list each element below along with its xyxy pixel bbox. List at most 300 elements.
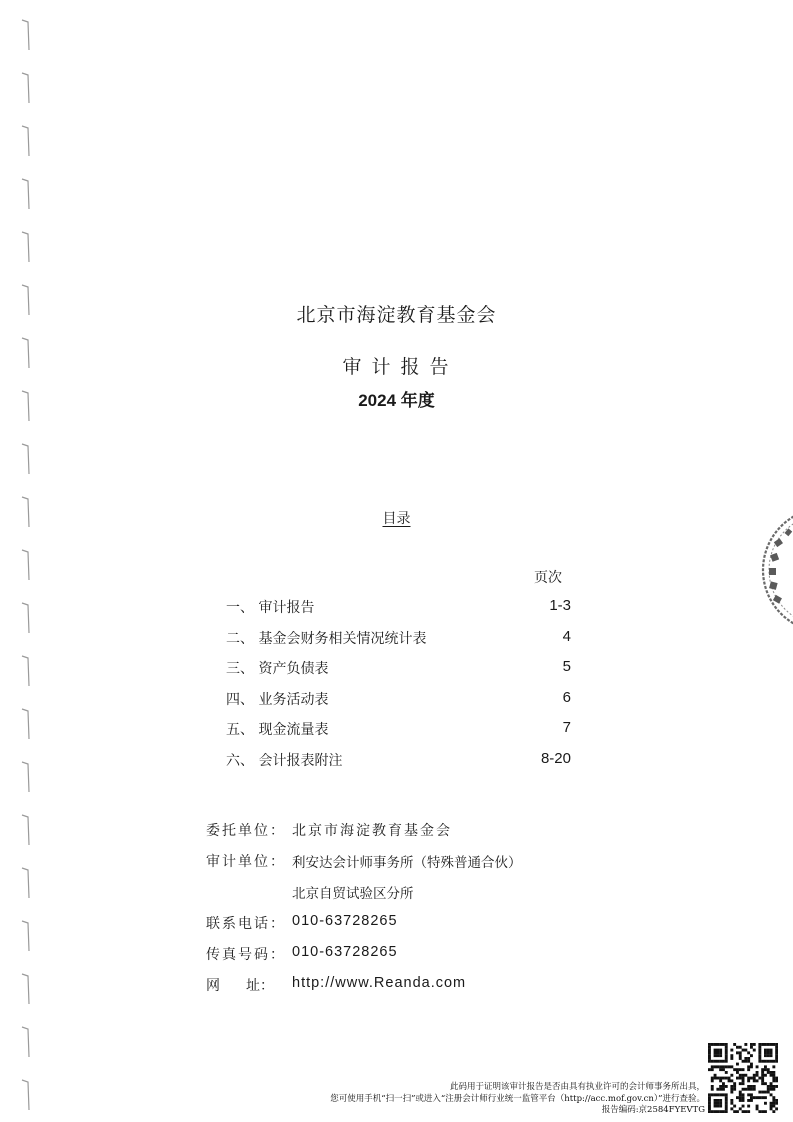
qr-module [756, 1071, 759, 1074]
qr-module [714, 1049, 717, 1052]
qr-module [764, 1065, 767, 1068]
qr-module [742, 1105, 745, 1108]
qr-module [770, 1082, 773, 1085]
qr-module [756, 1079, 759, 1082]
qr-module [733, 1110, 736, 1113]
info-row-website [206, 975, 606, 1006]
qr-module [772, 1099, 775, 1102]
toc-item-label: 三、 资产负债表 [226, 661, 329, 677]
qr-module [772, 1043, 775, 1046]
qr-module [775, 1079, 778, 1082]
qr-module [750, 1054, 753, 1057]
qr-module [764, 1054, 767, 1057]
qr-module [758, 1110, 761, 1113]
qr-module [736, 1068, 739, 1071]
qr-module [772, 1105, 775, 1108]
qr-module [761, 1068, 764, 1071]
qr-module [716, 1110, 719, 1113]
qr-module [767, 1051, 770, 1054]
qr-module [725, 1105, 728, 1108]
qr-module [708, 1093, 711, 1096]
qr-module [725, 1051, 728, 1054]
toc-item-page: 5 [562, 658, 571, 675]
qr-module [708, 1102, 711, 1105]
qr-module [716, 1054, 719, 1057]
qr-module [716, 1088, 719, 1091]
qr-module [747, 1088, 750, 1091]
qr-module [714, 1102, 717, 1105]
binding-mark [22, 1080, 29, 1110]
client-label: 委托单位： [206, 823, 286, 839]
seal-stamp [755, 500, 793, 640]
qr-module [708, 1099, 711, 1102]
qr-module [736, 1110, 739, 1113]
qr-module [714, 1054, 717, 1057]
qr-module [770, 1071, 773, 1074]
contact-info-block [206, 820, 606, 1006]
qr-module [725, 1110, 728, 1113]
qr-module [758, 1054, 761, 1057]
qr-module [764, 1043, 767, 1046]
qr-module [711, 1079, 714, 1082]
qr-module [756, 1107, 759, 1110]
qr-module [753, 1074, 756, 1077]
qr-module [725, 1099, 728, 1102]
qr-module [730, 1065, 733, 1068]
qr-module [725, 1102, 728, 1105]
qr-module [747, 1051, 750, 1054]
client-value: 北京市海淀教育基金会 [292, 823, 452, 839]
qr-module [730, 1088, 733, 1091]
qr-module [764, 1102, 767, 1105]
qr-module [714, 1060, 717, 1063]
qr-module [719, 1065, 722, 1068]
table-of-contents [226, 597, 571, 780]
qr-module [747, 1093, 750, 1096]
qr-module [719, 1105, 722, 1108]
qr-module [772, 1085, 775, 1088]
qr-module [722, 1068, 725, 1071]
qr-module [753, 1043, 756, 1046]
qr-module [750, 1043, 753, 1046]
qr-code-icon[interactable] [708, 1043, 778, 1113]
qr-module [739, 1099, 742, 1102]
qr-module [725, 1046, 728, 1049]
qr-module [739, 1107, 742, 1110]
qr-module [742, 1088, 745, 1091]
qr-module [719, 1077, 722, 1080]
qr-module [750, 1093, 753, 1096]
binding-mark [22, 656, 29, 686]
website-label-part: 网 [206, 978, 220, 994]
qr-module [772, 1071, 775, 1074]
qr-module [722, 1088, 725, 1091]
phone-value: 010-63728265 [292, 913, 398, 929]
qr-module [767, 1049, 770, 1052]
qr-module [708, 1051, 711, 1054]
qr-module [711, 1110, 714, 1113]
qr-module [722, 1093, 725, 1096]
qr-module [722, 1060, 725, 1063]
info-row-auditor-branch [206, 882, 606, 913]
toc-item-label: 四、 业务活动表 [226, 691, 329, 708]
binding-mark [22, 974, 29, 1004]
qr-module [750, 1085, 753, 1088]
qr-module [711, 1065, 714, 1068]
binding-mark [22, 126, 29, 156]
qr-module [758, 1091, 761, 1094]
qr-module [750, 1096, 753, 1099]
toc-item-label: 五、 现金流量表 [226, 722, 329, 738]
qr-module [725, 1065, 728, 1068]
qr-module [744, 1049, 747, 1052]
qr-module [753, 1096, 756, 1099]
qr-module [758, 1057, 761, 1060]
qr-module [772, 1065, 775, 1068]
binding-mark [22, 179, 29, 209]
binding-mark [22, 868, 29, 898]
qr-module [714, 1077, 717, 1080]
qr-module [719, 1051, 722, 1054]
qr-module [761, 1110, 764, 1113]
verification-footer-note [230, 1082, 705, 1117]
qr-module [744, 1074, 747, 1077]
qr-module [758, 1051, 761, 1054]
qr-module [761, 1096, 764, 1099]
qr-module [714, 1093, 717, 1096]
binding-mark [22, 444, 29, 474]
qr-module [742, 1060, 745, 1063]
qr-module [739, 1091, 742, 1094]
qr-module [733, 1085, 736, 1088]
qr-module [711, 1085, 714, 1088]
qr-module [761, 1060, 764, 1063]
binding-mark [22, 73, 29, 103]
qr-module [711, 1043, 714, 1046]
qr-module [770, 1043, 773, 1046]
qr-module [764, 1082, 767, 1085]
qr-module [764, 1096, 767, 1099]
toc-heading: 目录 [382, 511, 411, 527]
info-row-phone [206, 913, 606, 944]
qr-module [708, 1060, 711, 1063]
qr-module [719, 1060, 722, 1063]
qr-module [739, 1051, 742, 1054]
qr-module [761, 1077, 764, 1080]
qr-module [739, 1054, 742, 1057]
qr-module [775, 1049, 778, 1052]
qr-module [708, 1110, 711, 1113]
toc-item-page: 4 [562, 627, 571, 645]
qr-module [761, 1074, 764, 1077]
qr-module [761, 1082, 764, 1085]
website-label [206, 975, 274, 995]
qr-module [711, 1077, 714, 1080]
qr-module [756, 1105, 759, 1108]
qr-module [736, 1051, 739, 1054]
qr-module [775, 1060, 778, 1063]
qr-module [725, 1060, 728, 1063]
qr-module [708, 1107, 711, 1110]
qr-module [764, 1060, 767, 1063]
qr-module [722, 1065, 725, 1068]
qr-module [719, 1093, 722, 1096]
qr-module [742, 1074, 745, 1077]
qr-module [753, 1077, 756, 1080]
qr-module [722, 1077, 725, 1080]
qr-module [775, 1043, 778, 1046]
qr-module [770, 1105, 773, 1108]
qr-module [775, 1057, 778, 1060]
qr-module [775, 1051, 778, 1054]
qr-module [725, 1077, 728, 1080]
qr-module [742, 1099, 745, 1102]
qr-module [708, 1096, 711, 1099]
qr-module [747, 1099, 750, 1102]
qr-module [744, 1043, 747, 1046]
qr-module [750, 1088, 753, 1091]
qr-module [764, 1068, 767, 1071]
qr-module [744, 1060, 747, 1063]
website-link[interactable]: http://www.Reanda.com [292, 975, 467, 991]
qr-module [747, 1077, 750, 1080]
qr-module [739, 1077, 742, 1080]
qr-module [747, 1060, 750, 1063]
qr-module [719, 1099, 722, 1102]
qr-module [714, 1043, 717, 1046]
toc-item-label: 一、 审计报告 [226, 600, 315, 616]
qr-module [716, 1102, 719, 1105]
qr-module [725, 1085, 728, 1088]
report-code: 报告编码:京2584FYEVTG [601, 1105, 705, 1115]
qr-module [770, 1074, 773, 1077]
qr-module [742, 1049, 745, 1052]
qr-module [775, 1099, 778, 1102]
toc-row [226, 689, 571, 720]
auditor-value: 利安达会计师事务所（特殊普通合伙） [292, 855, 522, 871]
phone-label: 联系电话： [206, 916, 286, 932]
qr-module [758, 1043, 761, 1046]
qr-module [716, 1065, 719, 1068]
binding-mark [22, 815, 29, 845]
fax-value: 010-63728265 [292, 944, 398, 960]
qr-module [716, 1043, 719, 1046]
qr-module [739, 1096, 742, 1099]
qr-module [719, 1085, 722, 1088]
toc-page-column-header: 页次 [534, 570, 562, 586]
toc-row [226, 750, 571, 781]
qr-module [730, 1102, 733, 1105]
qr-module [758, 1077, 761, 1080]
qr-module [770, 1049, 773, 1052]
qr-module [730, 1107, 733, 1110]
toc-row [226, 597, 571, 628]
qr-module [739, 1093, 742, 1096]
qr-module [716, 1060, 719, 1063]
qr-module [747, 1105, 750, 1108]
qr-module [772, 1110, 775, 1113]
qr-module [772, 1102, 775, 1105]
qr-module [767, 1068, 770, 1071]
qr-module [772, 1077, 775, 1080]
toc-item-label: 六、 会计报表附注 [226, 752, 343, 769]
qr-module [733, 1043, 736, 1046]
qr-module [761, 1043, 764, 1046]
qr-module [767, 1054, 770, 1057]
qr-module [730, 1074, 733, 1077]
qr-module [750, 1046, 753, 1049]
qr-module [742, 1096, 745, 1099]
qr-module [775, 1085, 778, 1088]
qr-module [767, 1088, 770, 1091]
qr-module [739, 1068, 742, 1071]
qr-module [761, 1091, 764, 1094]
qr-module [756, 1065, 759, 1068]
qr-module [736, 1046, 739, 1049]
qr-module [758, 1049, 761, 1052]
qr-module [708, 1057, 711, 1060]
qr-module [767, 1043, 770, 1046]
qr-module [722, 1043, 725, 1046]
qr-module [719, 1043, 722, 1046]
qr-module [711, 1093, 714, 1096]
binding-mark [22, 20, 29, 50]
qr-module [747, 1079, 750, 1082]
qr-module [719, 1088, 722, 1091]
qr-module [714, 1051, 717, 1054]
qr-module [736, 1077, 739, 1080]
qr-module [761, 1071, 764, 1074]
qr-module [770, 1085, 773, 1088]
qr-module [714, 1110, 717, 1113]
qr-module [742, 1093, 745, 1096]
qr-module [739, 1046, 742, 1049]
qr-module [719, 1054, 722, 1057]
qr-module [764, 1049, 767, 1052]
qr-module [747, 1085, 750, 1088]
qr-module [772, 1060, 775, 1063]
qr-module [742, 1082, 745, 1085]
qr-module [753, 1088, 756, 1091]
qr-module [761, 1079, 764, 1082]
qr-module [730, 1054, 733, 1057]
qr-module [744, 1110, 747, 1113]
qr-module [750, 1099, 753, 1102]
binding-mark [22, 232, 29, 262]
qr-module [770, 1107, 773, 1110]
qr-module [756, 1096, 759, 1099]
qr-module [716, 1105, 719, 1108]
qr-module [722, 1082, 725, 1085]
qr-module [775, 1107, 778, 1110]
qr-module [725, 1096, 728, 1099]
qr-module [739, 1082, 742, 1085]
qr-module [758, 1096, 761, 1099]
qr-module [730, 1085, 733, 1088]
qr-module [708, 1043, 711, 1046]
toc-row [226, 658, 571, 689]
qr-module [753, 1049, 756, 1052]
qr-module [708, 1105, 711, 1108]
qr-module [716, 1099, 719, 1102]
qr-module [708, 1054, 711, 1057]
qr-module [711, 1088, 714, 1091]
auditor-branch-value: 北京自贸试验区分所 [292, 886, 414, 902]
qr-module [775, 1054, 778, 1057]
footer-line: 您可使用手机“扫一扫”或进入“注册会计师行业统一监管平台（http://acc.mof.gov.cn）”进行查验。 [330, 1093, 705, 1104]
qr-module [772, 1088, 775, 1091]
qr-module [728, 1065, 731, 1068]
qr-module [716, 1049, 719, 1052]
qr-module [716, 1051, 719, 1054]
qr-module [775, 1077, 778, 1080]
qr-module [730, 1079, 733, 1082]
binding-mark [22, 1027, 29, 1057]
qr-module [716, 1093, 719, 1096]
qr-module [725, 1071, 728, 1074]
qr-module [728, 1077, 731, 1080]
qr-module [725, 1049, 728, 1052]
qr-module [714, 1099, 717, 1102]
qr-module [747, 1068, 750, 1071]
info-row-fax [206, 944, 606, 975]
report-year: 2024 年度 [358, 391, 435, 410]
binding-margin-marks [0, 0, 40, 1122]
qr-module [730, 1049, 733, 1052]
qr-module [728, 1079, 731, 1082]
toc-item-page: 6 [562, 688, 571, 706]
qr-module [764, 1074, 767, 1077]
qr-module [744, 1057, 747, 1060]
qr-module [770, 1051, 773, 1054]
qr-module [733, 1082, 736, 1085]
toc-row [226, 719, 571, 750]
qr-module [730, 1057, 733, 1060]
qr-module [736, 1063, 739, 1066]
binding-mark [22, 921, 29, 951]
qr-module [711, 1068, 714, 1071]
report-title: 审计报告 [342, 356, 459, 378]
qr-module [772, 1079, 775, 1082]
qr-module [725, 1043, 728, 1046]
qr-module [750, 1063, 753, 1066]
qr-module [739, 1057, 742, 1060]
toc-row [226, 628, 571, 659]
qr-module [736, 1071, 739, 1074]
qr-module [730, 1091, 733, 1094]
qr-module [725, 1093, 728, 1096]
qr-module [753, 1079, 756, 1082]
qr-module [714, 1074, 717, 1077]
qr-module [742, 1068, 745, 1071]
binding-mark [22, 709, 29, 739]
qr-module [747, 1110, 750, 1113]
qr-module [733, 1105, 736, 1108]
qr-module [719, 1068, 722, 1071]
qr-module [758, 1046, 761, 1049]
qr-module [733, 1088, 736, 1091]
qr-module [770, 1054, 773, 1057]
qr-module [719, 1079, 722, 1082]
qr-module [722, 1110, 725, 1113]
qr-module [750, 1065, 753, 1068]
qr-module [719, 1102, 722, 1105]
qr-module [756, 1074, 759, 1077]
qr-module [747, 1057, 750, 1060]
auditor-label: 审计单位： [206, 854, 286, 870]
qr-module [770, 1060, 773, 1063]
qr-module [722, 1085, 725, 1088]
